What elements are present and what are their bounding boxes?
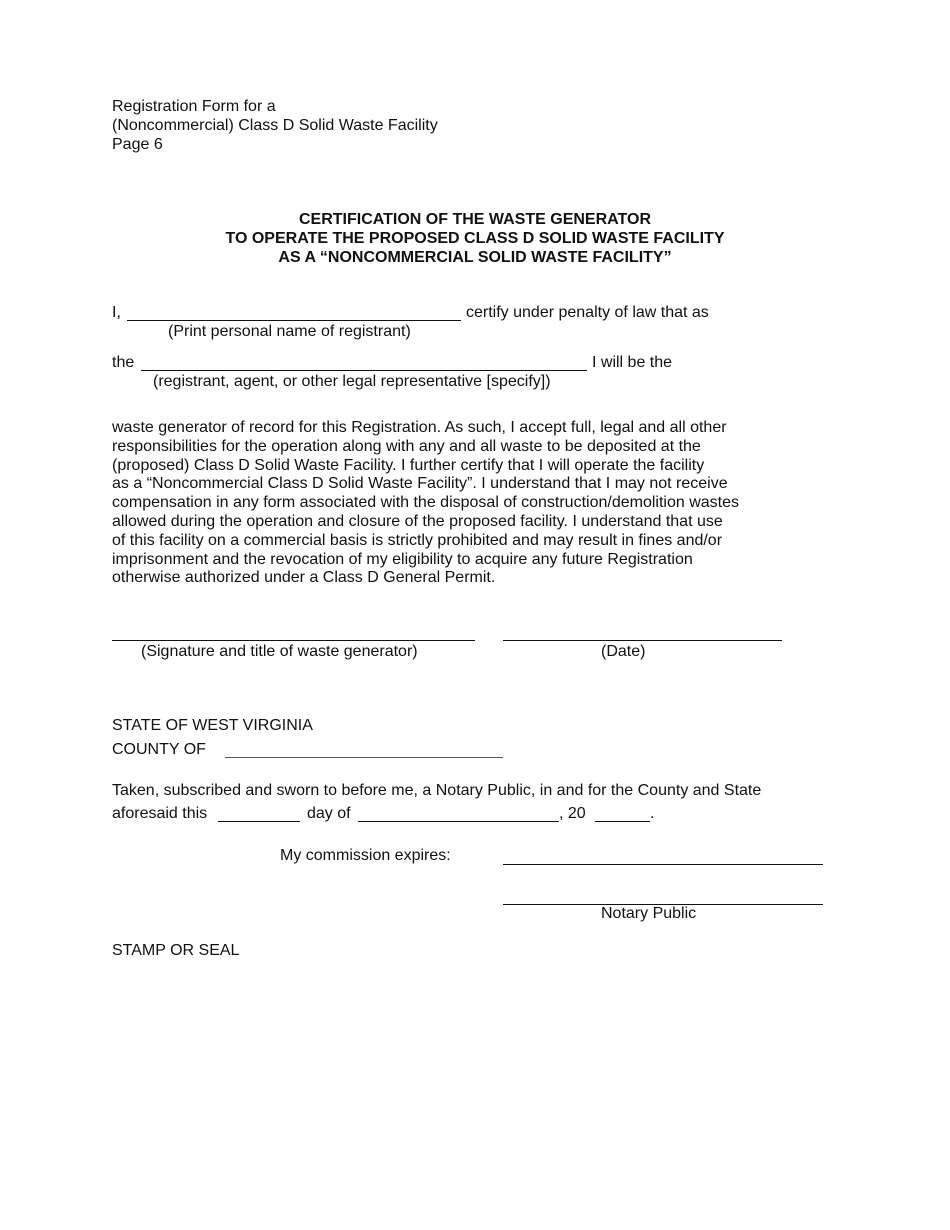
- paragraph-line: of this facility on a commercial basis is strictly prohibited and may result in fines and/or: [112, 531, 723, 549]
- cert-the-suffix: I will be the: [592, 354, 673, 371]
- month-field[interactable]: [358, 805, 559, 822]
- paragraph-line: imprisonment and the revocation of my eligibility to acquire any future Registration: [112, 550, 693, 568]
- header-page-number: Page 6: [112, 136, 163, 153]
- signature-caption: (Signature and title of waste generator): [141, 643, 418, 660]
- paragraph-line: compensation in any form associated with the disposal of construction/demolition wastes: [112, 494, 739, 512]
- paragraph-line: responsibilities for the operation along with any and all waste to be deposited at the: [112, 437, 701, 455]
- state-label: STATE OF WEST VIRGINIA: [112, 717, 313, 734]
- paragraph-line: allowed during the operation and closure of the proposed facility. I understand that use: [112, 512, 723, 530]
- header-line-2: (Noncommercial) Class D Solid Waste Facility: [112, 117, 438, 134]
- year-period: .: [650, 805, 655, 822]
- year-prefix: , 20: [559, 805, 586, 822]
- paragraph-line: as a “Noncommercial Class D Solid Waste Facility”. I understand that I may not receive: [112, 475, 728, 493]
- registrant-role-field[interactable]: [141, 354, 587, 371]
- registrant-name-field[interactable]: [127, 304, 461, 321]
- paragraph-line: otherwise authorized under a Class D General Permit.: [112, 569, 496, 587]
- day-of-label: day of: [307, 805, 351, 822]
- commission-label: My commission expires:: [280, 847, 451, 864]
- sworn-text: Taken, subscribed and sworn to before me, a Notary Public, in and for the County and State: [112, 782, 762, 799]
- notary-public-caption: Notary Public: [601, 905, 697, 922]
- paragraph-line: waste generator of record for this Registration. As such, I accept full, legal and all other: [112, 419, 727, 436]
- signature-field[interactable]: [112, 624, 475, 641]
- county-label: COUNTY OF: [112, 741, 206, 758]
- registrant-name-caption: (Print personal name of registrant): [168, 323, 411, 340]
- date-caption: (Date): [601, 643, 646, 660]
- certification-paragraph: [112, 419, 812, 588]
- title-line-2: TO OPERATE THE PROPOSED CLASS D SOLID WASTE FACILITY: [225, 230, 725, 247]
- aforesaid-label: aforesaid this: [112, 805, 208, 822]
- stamp-or-seal-label: STAMP OR SEAL: [112, 942, 240, 959]
- title-line-3: AS A “NONCOMMERCIAL SOLID WASTE FACILITY”: [278, 249, 672, 266]
- date-field[interactable]: [503, 624, 782, 641]
- day-field[interactable]: [218, 805, 300, 822]
- header-line-1: Registration Form for a: [112, 98, 276, 115]
- cert-i-prefix: I,: [112, 304, 121, 321]
- year-field[interactable]: [595, 805, 650, 822]
- county-field[interactable]: [225, 741, 503, 758]
- paragraph-line: (proposed) Class D Solid Waste Facility. I further certify that I will operate the facility: [112, 456, 705, 474]
- cert-i-suffix: certify under penalty of law that as: [466, 304, 709, 321]
- cert-the-prefix: the: [112, 354, 135, 371]
- registrant-role-caption: (registrant, agent, or other legal representative [specify]): [153, 373, 551, 390]
- title-line-1: CERTIFICATION OF THE WASTE GENERATOR: [299, 211, 651, 228]
- commission-expires-field[interactable]: [503, 848, 823, 865]
- notary-signature-field[interactable]: [503, 888, 823, 905]
